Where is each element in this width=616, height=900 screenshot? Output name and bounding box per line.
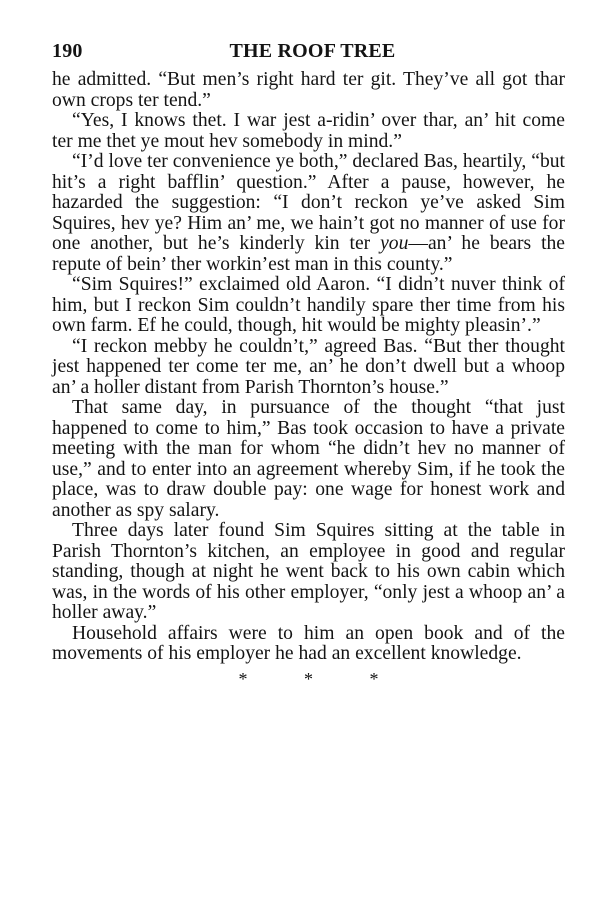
page-number: 190 bbox=[52, 40, 83, 62]
paragraph: Three days later found Sim Squires sitting at the table in Parish Thornton’s kitchen, an employee in good and regular standing, though at night he went back to his own cabin which was, in the words of his other employer, “only jest a whoop an’ a holler away.” bbox=[52, 520, 565, 623]
paragraph: “Sim Squires!” exclaimed old Aaron. “I didn’t nuver think of him, but I reckon Sim couldn’t handily spare ther time from his own farm. Ef he could, though, hit would be mighty pleasin’.” bbox=[52, 274, 565, 336]
paragraph: Household affairs were to him an open book and of the movements of his employer he had an excellent knowledge. bbox=[52, 622, 565, 664]
section-break: * * * bbox=[238, 668, 405, 689]
running-title: THE ROOF TREE bbox=[229, 40, 396, 62]
paragraph: he admitted. “But men’s right hard ter git. They’ve all got thar own crops ter tend.” bbox=[52, 69, 565, 111]
page-header bbox=[52, 40, 565, 70]
italic-emphasis: you bbox=[380, 233, 409, 254]
body-text bbox=[52, 70, 565, 665]
book-page bbox=[52, 40, 565, 690]
paragraph: That same day, in pursuance of the thought “that just happened to come to him,” Bas took occasion to have a private meeting with the man for whom “he didn’t hev no manner of use,” and to enter into an agreement whereby Sim, if he took the place, was to draw double pay: one wage for honest work and another as spy salary. bbox=[52, 397, 565, 521]
paragraph: “Yes, I knows thet. I war jest a-ridin’ over thar, an’ hit come ter me thet ye mout hev somebody in mind.” bbox=[52, 110, 565, 152]
paragraph: “I’d love ter convenience ye both,” declared Bas, heartily, “but hit’s a right bafflin’ question.” After a pause, however, he hazarded the suggestion: “I don’t reckon ye’ve asked Sim Squires, hev ye? Him an’ me, we hain’t got no manner of use for one another, but he’s kinderly kin ter you—an’ he bears the repute of bein’ ther workin’est man in this county.” bbox=[52, 151, 566, 275]
paragraph: “I reckon mebby he couldn’t,” agreed Bas. “But ther thought jest happened ter come ter me, an’ he don’t dwell but a whoop an’ a holler distant from Parish Thornton’s house.” bbox=[52, 335, 565, 398]
